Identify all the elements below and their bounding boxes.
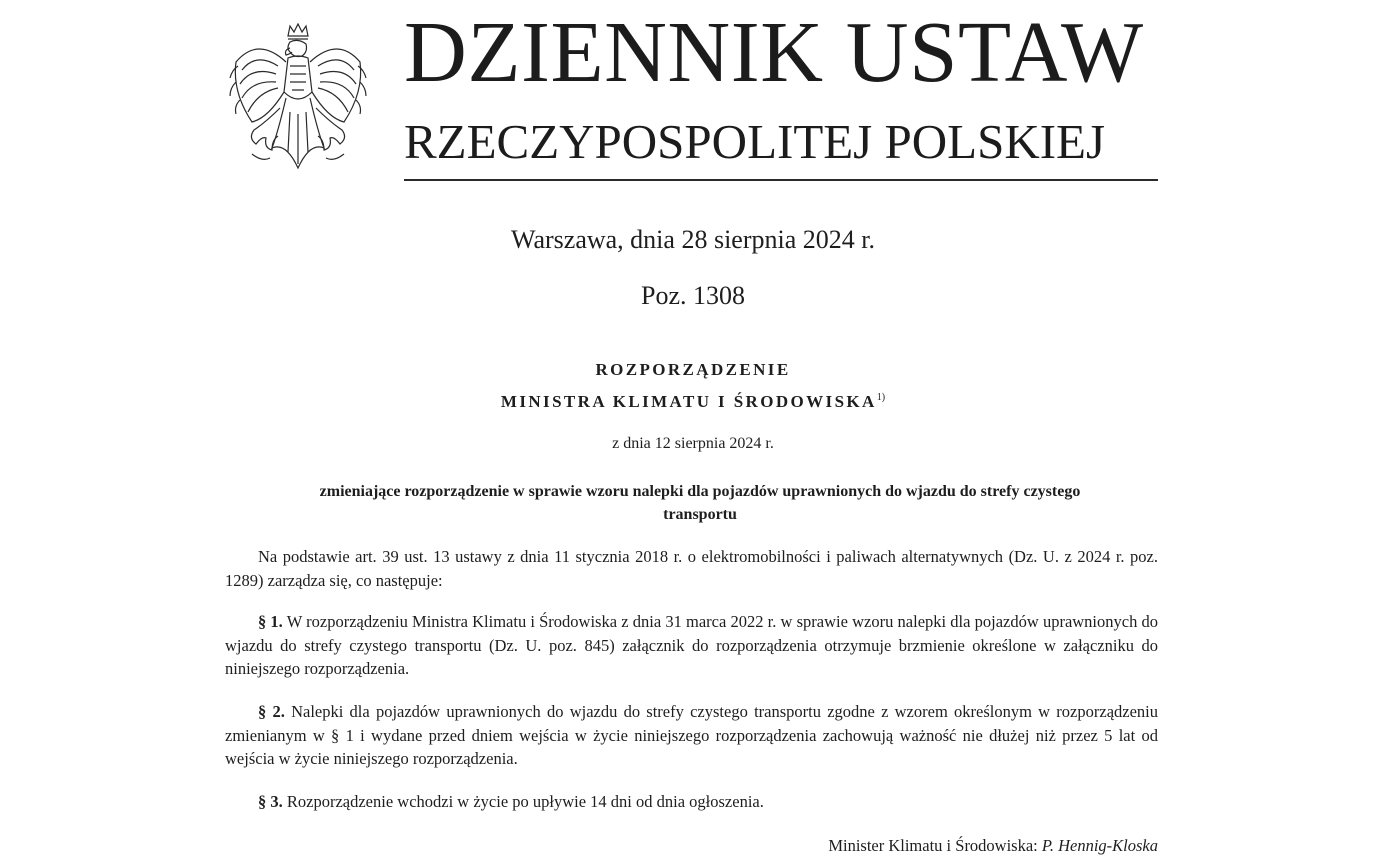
section-3 [225, 790, 1158, 814]
section-number: § 2. [258, 702, 285, 721]
act-type-heading: ROZPORZĄDZENIE [595, 360, 791, 379]
masthead-subtitle: RZECZYPOSPOLITEJ POLSKIEJ [404, 114, 1106, 169]
section-number: § 1. [258, 612, 283, 631]
signature-block [828, 834, 1158, 857]
signatory-role: Minister Klimatu i Środowiska: [828, 836, 1038, 855]
section-number: § 3. [258, 792, 283, 811]
section-text: W rozporządzeniu Ministra Klimatu i Środowiska z dnia 31 marca 2022 r. w sprawie wzoru nalepki dla pojazdów uprawnionych do wjazdu do strefy czystego transportu (Dz. U. poz. 845) załącznik do rozporządzenia otrzymuje brzmienie określone w załączniku do niniejszego rozporządzenia. [225, 612, 1159, 678]
signatory-name: P. Hennig-Kloska [1041, 836, 1158, 855]
legal-basis-paragraph [225, 545, 1158, 592]
section-text: Rozporządzenie wchodzi w życie po upływie 14 dni od dnia ogłoszenia. [286, 792, 764, 811]
publication-position: Poz. 1308 [641, 281, 745, 310]
act-date: z dnia 12 sierpnia 2024 r. [612, 435, 774, 452]
polish-eagle-emblem-icon [228, 22, 368, 178]
act-issuer-heading [0, 386, 1386, 414]
section-1 [225, 610, 1158, 681]
act-issuer-text: MINISTRA KLIMATU I ŚRODOWISKA [500, 392, 877, 411]
footnote-reference[interactable]: 1) [876, 392, 886, 403]
publication-place-date: Warszawa, dnia 28 sierpnia 2024 r. [511, 225, 875, 254]
legal-basis-text: Na podstawie art. 39 ust. 13 ustawy z dnia 11 stycznia 2018 r. o elektromobilności i paliwach alternatywnych (Dz. U. z 2024 r. poz. 1289) zarządza się, co następuje: [225, 547, 1158, 590]
masthead-divider [404, 179, 1158, 181]
act-subject: zmieniające rozporządzenie w sprawie wzoru nalepki dla pojazdów uprawnionych do wjazdu do strefy czystego transportu [319, 483, 1081, 523]
section-2 [225, 700, 1158, 771]
section-text: Nalepki dla pojazdów uprawnionych do wjazdu do strefy czystego transportu zgodne z wzorem określonym w rozporządzeniu zmienianym w § 1 i wydane przed dniem wejścia w życie niniejszego rozporządzenia zachowują ważność nie dłużej niż przez 5 lat od wejścia w życie niniejszego rozporządzenia. [225, 702, 1158, 768]
masthead-title: DZIENNIK USTAW [404, 3, 1144, 100]
